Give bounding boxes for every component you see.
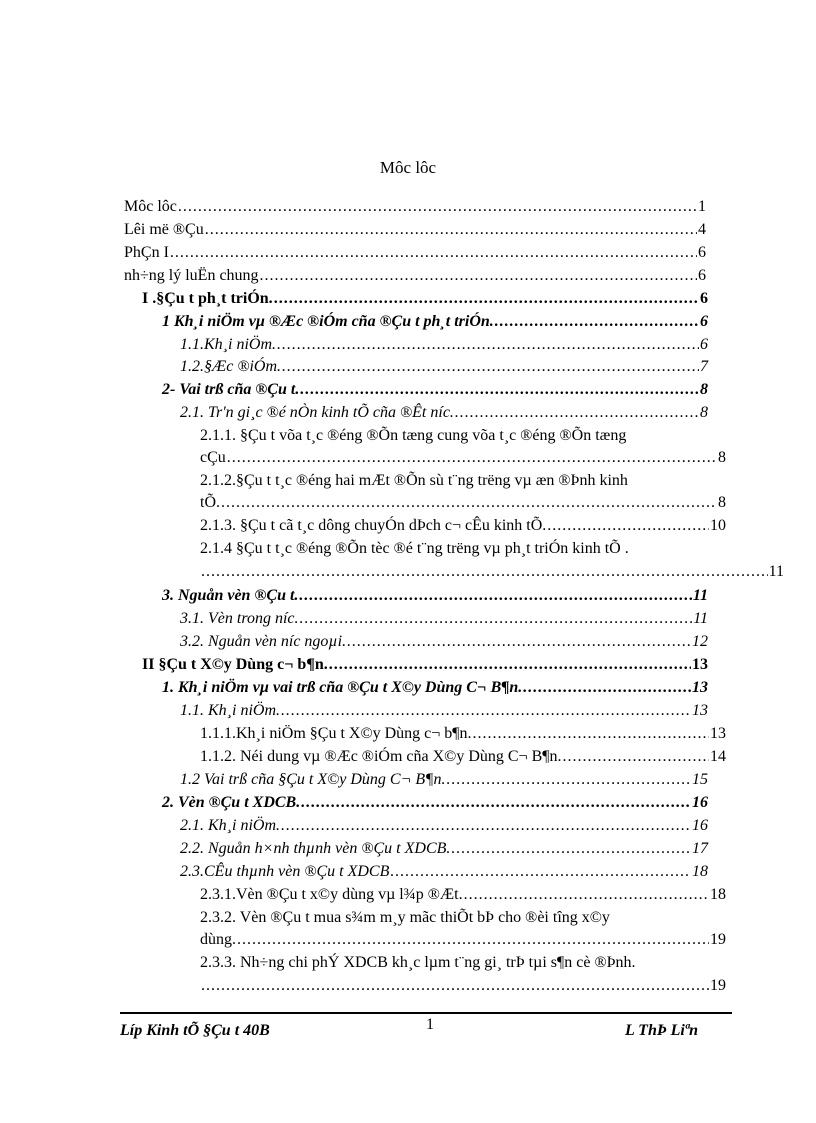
toc-entry-page: 18: [692, 863, 708, 880]
toc-entry-page: 16: [692, 794, 708, 811]
toc-entry-page: 6: [700, 313, 708, 330]
toc-entry-page: 6: [700, 290, 708, 307]
toc-leader: [170, 242, 697, 264]
toc-entry-title: 3. Nguån vèn ®Çu t.: [162, 587, 299, 604]
toc-entry-page: 10: [710, 517, 726, 534]
toc-entry-page: 11: [692, 587, 708, 604]
toc-entry-title: 2.2. Nguån h×nh thµnh vèn ®Çu t XDCB.: [180, 840, 451, 857]
toc-leader: [201, 975, 709, 997]
toc-leader: [301, 792, 691, 814]
toc-entry-page: 1: [698, 198, 706, 215]
toc-leader: [277, 334, 699, 356]
toc-entry-page: 7: [700, 358, 708, 375]
toc-leader: [221, 492, 717, 514]
toc-entry-title: II §Çu t X©y Dùng c¬ b¶n.: [142, 656, 328, 673]
toc-entry-title: nh÷ng lý luËn chung: [124, 267, 259, 284]
toc-entry-title: 1. Kh¸i niÖm vµ vai trß cña ®Çu t X©y Dùng C¬ B¶n.: [162, 679, 523, 696]
toc-entry[interactable]: [200, 561, 784, 583]
toc-entry[interactable]: [162, 792, 708, 814]
footer-class-name: Líp Kinh tÕ §Çu t 40B: [120, 1022, 270, 1039]
toc-entry-page: 13: [692, 702, 708, 719]
toc-leader: [274, 288, 699, 310]
toc-leader: [205, 219, 697, 241]
toc-entry-page: 13: [692, 679, 708, 696]
toc-entry-page: 11: [693, 610, 708, 627]
toc-entry[interactable]: [200, 884, 726, 906]
toc-entry[interactable]: [180, 700, 708, 722]
toc-entry-line[interactable]: 2.1.2.§Çu t t¸c ®éng hai mÆt ®Õn sù t¨ng trëng vµ æn ®Þnh kinh: [200, 472, 628, 489]
toc-leader: [201, 561, 768, 583]
toc-leader: [455, 402, 699, 424]
toc-leader: [178, 196, 697, 218]
toc-entry[interactable]: [142, 288, 708, 310]
toc-entry-title: 2.3.1.Vèn ®Çu t x©y dùng vµ l¾p ®Æt.: [200, 886, 463, 903]
toc-entry[interactable]: [180, 631, 708, 653]
toc-entry-title: 3.2. Nguån vèn níc ngoµi.: [180, 633, 347, 650]
toc-leader: [281, 815, 691, 837]
toc-leader: [523, 677, 691, 699]
toc-leader: [299, 585, 691, 607]
footer-divider: [120, 1012, 732, 1014]
toc-entry-title: 1.1.2. Néi dung vµ ®Æc ®iÓm cña X©y Dùng C¬ B¶n.: [200, 748, 562, 765]
toc-entry-title: 2.3.CÊu thµnh vèn ®Çu t XDCB: [180, 863, 390, 880]
toc-entry-page: 16: [692, 817, 708, 834]
footer-author: L ThÞ Liªn: [625, 1022, 698, 1039]
toc-entry[interactable]: [180, 608, 708, 630]
toc-entry-title: Môc lôc: [124, 198, 177, 215]
toc-entry[interactable]: [124, 265, 706, 287]
toc-entry-title: PhÇn I: [124, 244, 169, 261]
toc-entry-page: 13: [692, 656, 708, 673]
toc-entry[interactable]: [180, 838, 708, 860]
toc-leader: [547, 515, 709, 537]
toc-entry-page: 18: [710, 886, 726, 903]
toc-leader: [329, 654, 691, 676]
toc-entry[interactable]: [200, 746, 726, 768]
toc-entry-page: 12: [692, 633, 708, 650]
toc-entry-title: 1 Kh¸i niÖm vµ ®Æc ®iÓm cña ®Çu t ph¸t triÓn.: [162, 313, 494, 330]
toc-entry-page: 14: [710, 748, 726, 765]
toc-entry[interactable]: [162, 311, 708, 333]
toc-entry[interactable]: [180, 861, 708, 883]
toc-entry-title: Lêi më ®Çu: [124, 221, 204, 238]
footer-page-number: 1: [426, 1016, 434, 1033]
toc-entry-title: 1.1.Kh¸i niÖm.: [180, 336, 276, 353]
toc-entry-page: 8: [718, 494, 726, 511]
toc-entry-title: 2.1. Tr'n gi¸c ®é nÒn kinh tÕ cña ®Êt níc.: [180, 404, 454, 421]
toc-entry[interactable]: [180, 356, 708, 378]
toc-leader: [300, 608, 693, 630]
toc-entry[interactable]: [200, 492, 726, 514]
toc-leader: [237, 929, 709, 951]
toc-leader: [300, 379, 699, 401]
toc-entry-page: 19: [710, 931, 726, 948]
toc-entry-line[interactable]: 2.1.1. §Çu t võa t¸c ®éng ®Õn tæng cung võa t¸c ®éng ®Õn tæng: [200, 427, 627, 444]
toc-entry-page: 19: [710, 977, 726, 994]
toc-leader: [282, 356, 699, 378]
toc-entry-line[interactable]: 2.3.3. Nh÷ng chi phÝ XDCB kh¸c lµm t¨ng gi¸ trÞ tµi s¶n cè ®Þnh.: [200, 954, 636, 971]
toc-entry-title: tÕ.: [200, 494, 220, 511]
toc-entry[interactable]: [142, 654, 708, 676]
toc-entry[interactable]: [200, 515, 726, 537]
toc-entry-page: 17: [692, 840, 708, 857]
toc-entry-title: 2.1. Kh¸i niÖm.: [180, 817, 280, 834]
toc-leader: [451, 838, 691, 860]
toc-entry-line[interactable]: 2.3.2. Vèn ®Çu t mua s¾m m¸y mãc thiÕt bÞ cho ®èi tîng x©y: [200, 909, 610, 926]
toc-entry-title: I .§Çu t ph¸t triÓn.: [142, 290, 273, 307]
toc-leader: [447, 769, 691, 791]
toc-entry-title: 2.1.3. §Çu t cã t¸c dông chuyÓn dÞch c¬ cÊu kinh tÕ.: [200, 517, 547, 534]
toc-entry-title: 1.2 Vai trß cña §Çu t X©y Dùng C¬ B¶n.: [180, 771, 446, 788]
toc-leader: [390, 861, 691, 883]
toc-entry-title: cÇu: [200, 449, 226, 466]
toc-entry-page: 4: [698, 221, 706, 238]
toc-entry-page: 8: [700, 381, 708, 398]
toc-entry[interactable]: [200, 975, 726, 997]
toc-entry-page: 8: [718, 449, 726, 466]
toc-entry[interactable]: [180, 769, 708, 791]
toc-entry[interactable]: [124, 196, 706, 218]
toc-entry[interactable]: [162, 677, 708, 699]
toc-entry[interactable]: [180, 815, 708, 837]
toc-entry-page: 11: [768, 563, 784, 580]
toc-entry-title: 1.2.§Æc ®iÓm.: [180, 358, 282, 375]
toc-entry-title: 2- Vai trß cña ®Çu t.: [162, 381, 300, 398]
toc-entry[interactable]: [180, 402, 708, 424]
toc-entry-line[interactable]: 2.1.4 §Çu t t¸c ®éng ®Õn tèc ®é t¨ng trëng vµ ph¸t triÓn kinh tÕ .: [200, 540, 629, 557]
toc-entry-page: 8: [700, 404, 708, 421]
toc-leader: [281, 700, 691, 722]
toc-entry-title: 2. Vèn ®Çu t XDCB.: [162, 794, 301, 811]
page-title: Môc lôc: [379, 158, 437, 177]
toc-entry-title: dùng.: [200, 931, 236, 948]
toc-leader: [563, 746, 710, 768]
toc-entry-title: 3.1. Vèn trong níc.: [180, 610, 299, 627]
toc-entry[interactable]: [180, 334, 708, 356]
toc-entry-page: 15: [692, 771, 708, 788]
toc-entry-page: 6: [698, 244, 706, 261]
toc-entry[interactable]: [200, 929, 726, 951]
toc-entry-page: 6: [700, 336, 708, 353]
toc-leader: [495, 311, 699, 333]
toc-entry-title: 1.1. Kh¸i niÖm.: [180, 702, 280, 719]
toc-leader: [464, 884, 709, 906]
toc-leader: [347, 631, 691, 653]
toc-entry[interactable]: [124, 242, 706, 264]
toc-entry-page: 6: [698, 267, 706, 284]
toc-entry[interactable]: [124, 219, 706, 241]
toc-leader: [227, 447, 717, 469]
toc-entry[interactable]: [162, 585, 708, 607]
toc-entry[interactable]: [200, 447, 726, 469]
toc-entry[interactable]: [200, 723, 726, 745]
toc-leader: [260, 265, 697, 287]
toc-entry-page: 13: [710, 725, 726, 742]
toc-entry-title: 1.1.1.Kh¸i niÖm §Çu t X©y Dùng c¬ b¶n.: [200, 725, 472, 742]
toc-entry[interactable]: [162, 379, 708, 401]
toc-leader: [473, 723, 709, 745]
